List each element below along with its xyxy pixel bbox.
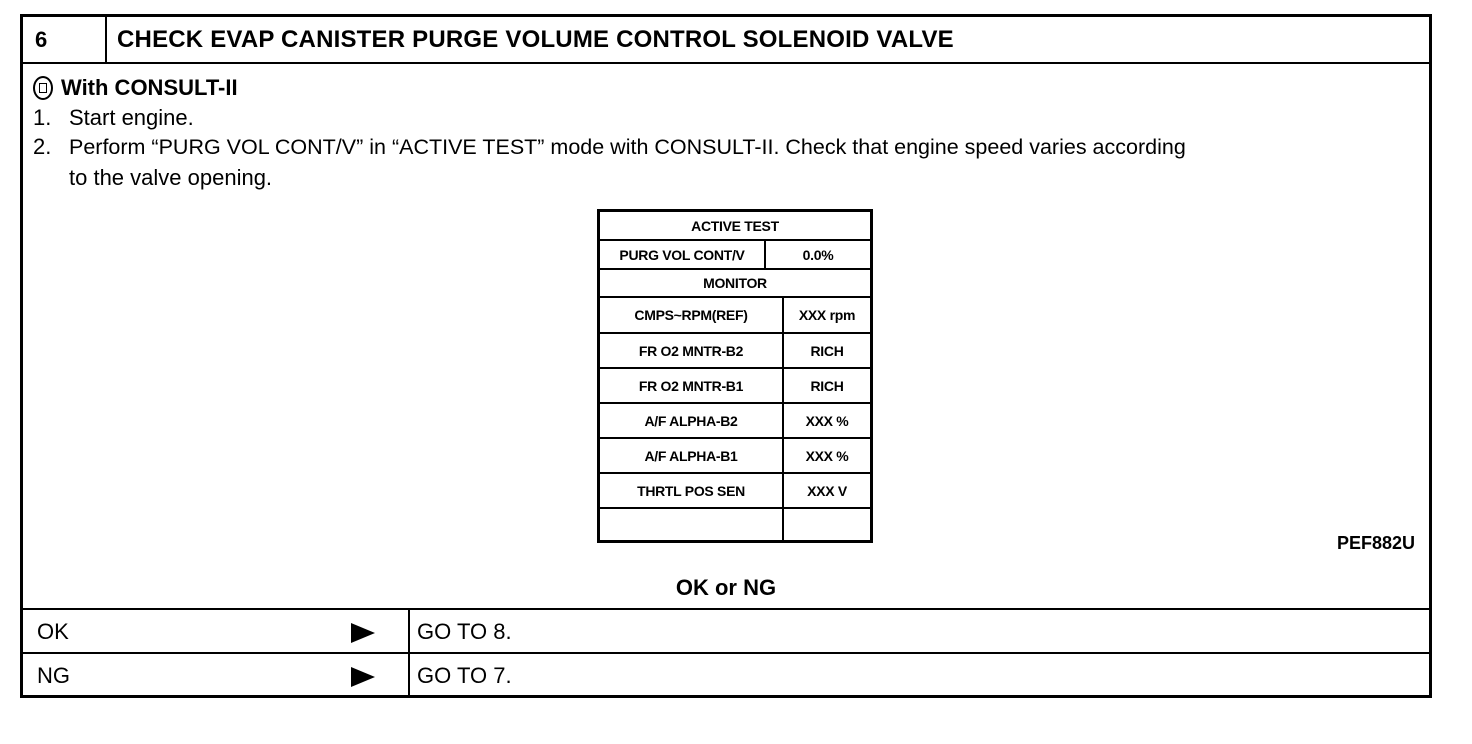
column-divider (408, 610, 410, 652)
step-2-number: 2. (33, 134, 52, 159)
step-2 (33, 132, 1413, 194)
monitor-label: FR O2 MNTR-B2 (600, 334, 784, 367)
column-divider (408, 654, 410, 696)
result-action: GO TO 8. (417, 619, 512, 644)
active-test-title-row (600, 212, 870, 241)
monitor-label: A/F ALPHA-B2 (600, 404, 784, 437)
step-1-number: 1. (33, 105, 52, 130)
result-action: GO TO 7. (417, 663, 512, 688)
consult-label: With CONSULT-II (61, 75, 238, 100)
active-test-item-value: 0.0% (802, 246, 834, 263)
step-1 (33, 103, 1413, 133)
monitor-label: FR O2 MNTR-B1 (600, 369, 784, 402)
result-label: OK (37, 619, 69, 644)
monitor-value: XXX % (805, 447, 849, 464)
result-label: NG (37, 663, 70, 688)
step-1-text: Start engine. (69, 105, 194, 130)
arrow-right-icon (351, 667, 375, 687)
monitor-label: THRTL POS SEN (600, 474, 784, 507)
monitor-row (600, 404, 870, 439)
monitor-row (600, 439, 870, 474)
monitor-value: XXX V (807, 482, 847, 499)
monitor-label (600, 509, 784, 540)
figure-code: PEF882U (1336, 533, 1415, 553)
monitor-value: RICH (810, 342, 844, 359)
step-title: CHECK EVAP CANISTER PURGE VOLUME CONTROL SOLENOID VALVE (117, 26, 954, 53)
monitor-row (600, 298, 870, 334)
monitor-title-row (600, 270, 870, 298)
consult-heading (33, 75, 238, 101)
step-2-text-line1: Perform “PURG VOL CONT/V” in “ACTIVE TEST” mode with CONSULT-II. Check that engine speed varies according (69, 135, 1186, 159)
monitor-label: A/F ALPHA-B1 (600, 439, 784, 472)
consult-tool-icon (33, 76, 53, 100)
step-header (23, 17, 1429, 64)
result-row-ng (23, 652, 1429, 696)
step-2-text-line2: to the valve opening. (69, 165, 273, 190)
monitor-value: RICH (810, 377, 844, 394)
monitor-value: XXX rpm (798, 307, 856, 323)
arrow-right-icon (351, 623, 375, 643)
monitor-row (600, 474, 870, 509)
monitor-row (600, 334, 870, 369)
active-test-title: ACTIVE TEST (691, 217, 779, 234)
monitor-value: XXX % (805, 412, 849, 429)
monitor-label: CMPS~RPM(REF) (600, 298, 784, 332)
active-test-item-label: PURG VOL CONT/V (600, 241, 766, 268)
monitor-row (600, 369, 870, 404)
active-test-item-row (600, 241, 870, 270)
procedure-table (20, 14, 1432, 698)
monitor-row-empty (600, 509, 870, 540)
decision-label: OK or NG (675, 575, 777, 600)
step-number: 6 (23, 17, 107, 62)
result-row-ok (23, 608, 1429, 652)
monitor-title: MONITOR (703, 275, 767, 291)
monitor-value (784, 509, 870, 540)
consult-screen-diagram (597, 209, 873, 543)
